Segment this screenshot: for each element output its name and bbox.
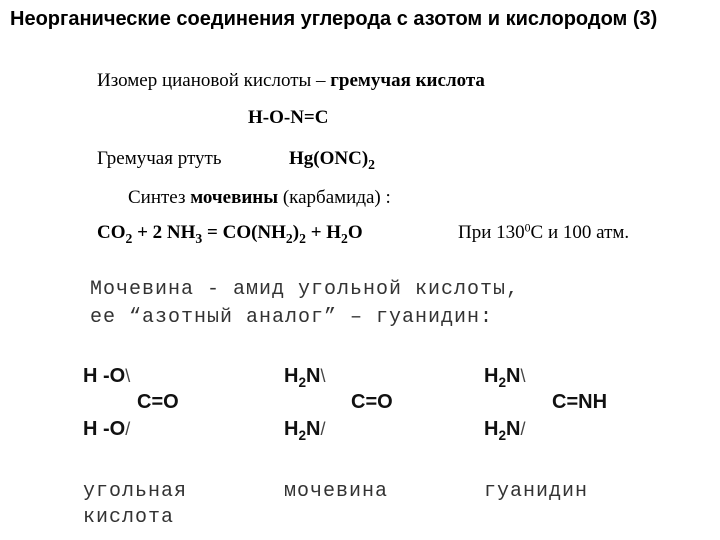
carbonic-bottom-group: H -O/ [83,418,131,440]
carbonic-center-group: C=O [137,391,179,413]
urea-bottom-group: $H_2N/$ [284,418,326,443]
synthesis-line: Синтез мочевины (карбамида) : [128,187,391,208]
urea-description-line-1: Мочевина - амид угольной кислоты, [90,278,520,301]
guanidine-center-group: C=NH [552,391,608,413]
carbonic-top-group: H -O\ [83,365,131,387]
carbonic-acid-label-line-1: угольная [83,480,188,503]
fulminic-acid-formula: H-O-N=C [248,107,329,128]
guanidine-bottom-group: $H_2N/$ [484,418,526,443]
mercury-fulminate-formula: $Hg(ONC)_2$ [289,148,375,172]
urea-top-group: $H_2N\backslash$ [284,365,326,390]
urea-center-group: C=O [351,391,393,413]
isomer-name: гремучая кислота [330,70,485,91]
mercury-fulminate-label: Гремучая ртуть [97,148,222,169]
isomer-prefix: Изомер циановой кислоты – [97,70,331,91]
carbonic-acid-label-line-2: кислота [83,506,175,529]
urea-synthesis-equation: $CO_2 + 2$ $NH_3 = CO(NH_2)_2 + H_2O$ [97,222,363,246]
urea-description-line-2: ее “азотный аналог” – гуанидин: [90,306,494,329]
reaction-conditions: При $130^0С$ и 100 атм. [458,221,630,243]
guanidine-top-group: $H_2N\backslash$ [484,365,526,390]
isomer-line [97,70,485,92]
page-title: Неорганические соединения углерода с азотом и кислородом (3) [10,8,658,30]
guanidine-label: гуанидин [484,480,589,503]
urea-label: мочевина [284,480,389,503]
